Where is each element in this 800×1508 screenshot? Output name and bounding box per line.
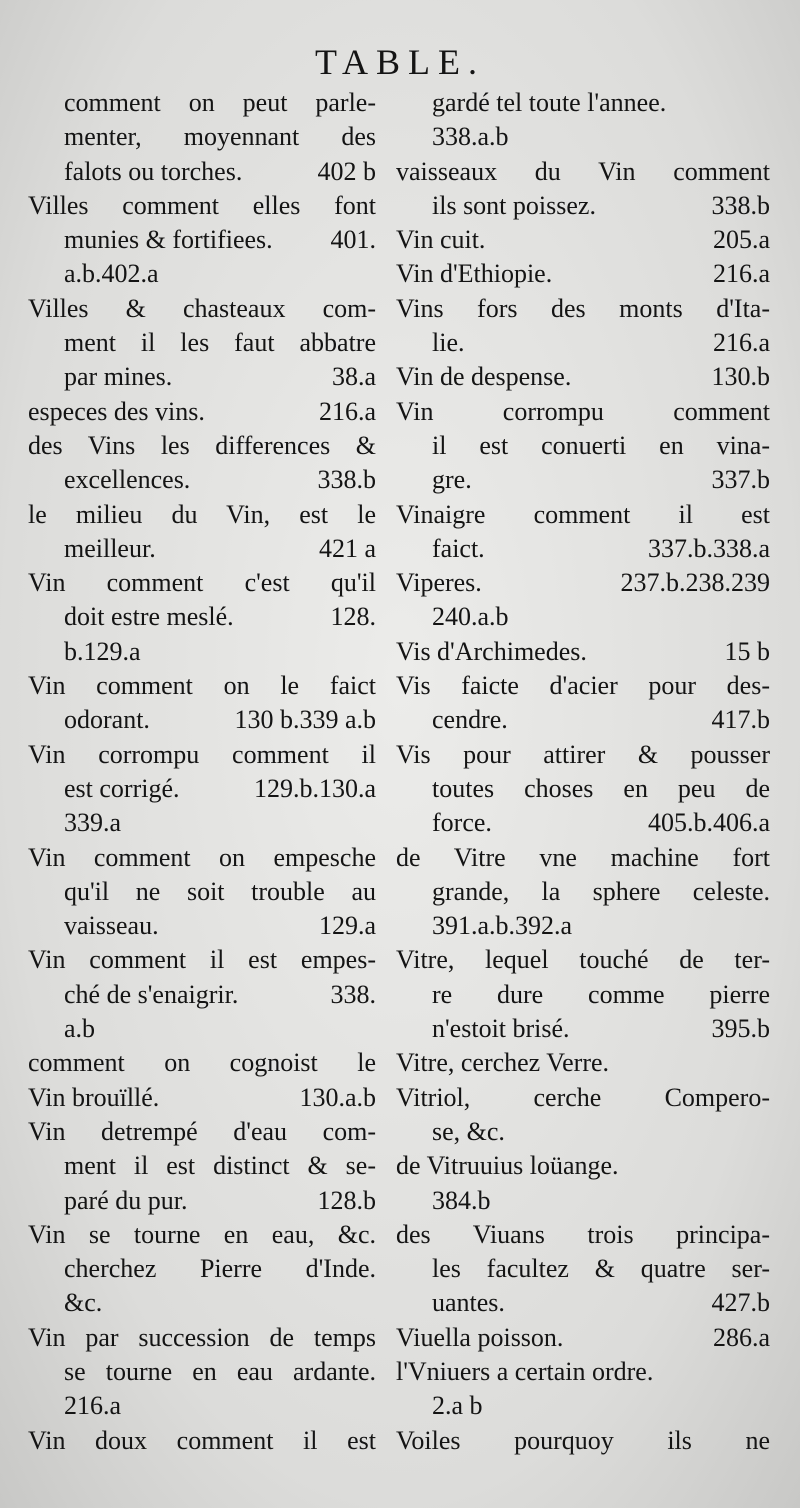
page-reference: 216.a [712,259,770,289]
index-line [28,772,376,806]
index-entry-text: se tourne en eau ardante. [64,1356,376,1386]
index-entry-text: Vitre, lequel touché de ter- [396,945,770,975]
index-entry-text: falots ou torches. [64,156,243,186]
index-line [396,1149,770,1183]
index-entry-text: ils sont poissez. [432,190,596,220]
index-line [396,703,770,737]
index-line [28,1252,376,1286]
index-entry-text: vaisseaux du Vin comment [396,156,770,186]
index-entry-text: Viuella poisson. [396,1322,564,1352]
index-line [28,600,376,634]
index-line [396,566,770,600]
page-reference: 216.a [318,396,376,426]
index-entry-text: meilleur. [64,533,156,563]
index-line [396,463,770,497]
index-line [396,257,770,291]
page-reference: 338.b [711,190,770,220]
index-line [28,223,376,257]
index-line [396,1081,770,1115]
index-entry-text: le milieu du Vin, est le [28,499,376,529]
index-entry-text: n'estoit brisé. [432,1014,570,1044]
index-entry-text: Villes & chasteaux com- [28,293,376,323]
index-entry-text: 338.a.b [432,122,509,152]
index-entry-text: 339.a [64,808,122,838]
index-entry-text: Vin doux comment il est [28,1425,376,1455]
index-line [396,1218,770,1252]
index-entry-text: par mines. [64,362,173,392]
index-entry-text: paré du pur. [64,1185,188,1215]
index-entry-text: grande, la sphere celeste. [432,876,770,906]
index-line [28,738,376,772]
index-line [396,395,770,429]
page-reference: 427.b [711,1288,770,1318]
index-line [28,498,376,532]
index-line [28,463,376,497]
index-entry-text: Vitre, cerchez Verre. [396,1048,610,1078]
index-entry-text: Vitriol, cerche Compero- [396,1082,770,1112]
index-column-left [28,86,376,1458]
index-line [28,86,376,120]
index-line [28,360,376,394]
index-entry-text: cendre. [432,705,508,735]
index-line [396,1389,770,1423]
index-entry-text: 240.a.b [432,602,509,632]
index-entry-text: Vis d'Archimedes. [396,636,587,666]
index-entry-text: vaisseau. [64,911,159,941]
page-reference: 38.a [331,362,376,392]
index-entry-text: Vin de despense. [396,362,572,392]
index-line [28,806,376,840]
page-reference: 15 b [724,636,770,666]
index-entry-text: Vin comment on le faict [28,671,376,701]
index-line [396,841,770,875]
index-line [28,875,376,909]
page-reference: 129.b.130.a [253,773,376,803]
index-line [28,1046,376,1080]
index-line [396,943,770,977]
index-line [396,1046,770,1080]
index-line [396,292,770,326]
index-entry-text: uantes. [432,1288,505,1318]
index-entry-text: l'Vniuers a certain ordre. [396,1356,654,1386]
index-line [28,1286,376,1320]
index-entry-text: Vin comment il est empes- [28,945,376,975]
index-entry-text: cherchez Pierre d'Inde. [64,1254,376,1284]
page-reference: 401. [330,225,376,255]
index-line [396,772,770,806]
index-entry-text: Vin d'Ethiopie. [396,259,553,289]
index-entry-text: Vinaigre comment il est [396,499,770,529]
index-line [28,1424,376,1458]
index-line [396,360,770,394]
index-entry-text: comment on cognoist le [28,1048,376,1078]
index-line [28,120,376,154]
index-line [396,1286,770,1320]
page-reference: 338. [330,979,376,1009]
index-line [396,1252,770,1286]
index-entry-text: Vin comment on empesche [28,842,376,872]
index-line [28,326,376,360]
index-entry-text: les facultez & quatre ser- [432,1254,770,1284]
index-entry-text: Vin comment c'est qu'il [28,568,376,598]
index-line [28,155,376,189]
index-line [396,909,770,943]
index-line [28,1355,376,1389]
page-reference: 417.b [711,705,770,735]
page-reference: 338.b [317,465,376,495]
index-entry-text: Vis faicte d'acier pour des- [396,671,770,701]
index-line [396,635,770,669]
page-reference: 128. [330,602,376,632]
index-line [28,257,376,291]
page-reference: 237.b.238.239 [620,568,770,598]
index-entry-text: Vins fors des monts d'Ita- [396,293,770,323]
index-entry-text: se, &c. [432,1116,505,1146]
index-line [396,806,770,840]
index-entry-text: Vis pour attirer & pousser [396,739,770,769]
index-entry-text: especes des vins. [28,396,205,426]
index-entry-text: toutes choses en peu de [432,773,770,803]
index-line [28,1184,376,1218]
index-entry-text: ment il est distinct & se- [64,1151,376,1181]
index-column-right [396,86,770,1458]
index-entry-text: de Vitre vne machine fort [396,842,770,872]
index-line [28,429,376,463]
index-line [396,875,770,909]
index-line [28,1218,376,1252]
index-line [396,1115,770,1149]
index-line [28,635,376,669]
index-entry-text: faict. [432,533,485,563]
page-reference: 405.b.406.a [647,808,770,838]
index-entry-text: Vin par succession de temps [28,1322,376,1352]
page-reference: 216.a [712,328,770,358]
index-line [28,1321,376,1355]
index-entry-text: 384.b [432,1185,491,1215]
page-reference: 421 a [318,533,376,563]
index-entry-text: Villes comment elles font [28,190,376,220]
index-line [28,669,376,703]
index-entry-text: odorant. [64,705,150,735]
index-entry-text: Vin cuit. [396,225,486,255]
index-line [28,566,376,600]
index-entry-text: munies & fortifiees. [64,225,273,255]
index-entry-text: Voiles pourquoy ils ne [396,1425,770,1455]
index-line [396,1012,770,1046]
index-entry-text: a.b [64,1014,96,1044]
index-entry-text: des Vins les differences & [28,430,376,460]
index-line [396,1321,770,1355]
index-line [28,292,376,326]
index-entry-text: 2.a b [432,1391,483,1421]
index-line [28,943,376,977]
index-entry-text: gre. [432,465,472,495]
page-reference: 128.b [317,1185,376,1215]
index-line [28,1389,376,1423]
index-line [396,532,770,566]
page-reference: 337.b.338.a [647,533,770,563]
index-entry-text: il est conuerti en vina- [432,430,770,460]
page-reference: 402 b [317,156,376,186]
index-line [28,703,376,737]
index-entry-text: Viperes. [396,568,482,598]
index-entry-text: ché de s'enaigrir. [64,979,239,1009]
index-entry-text: de Vitruuius loüange. [396,1151,619,1181]
index-entry-text: excellences. [64,465,191,495]
page-reference: 286.a [712,1322,770,1352]
index-line [396,189,770,223]
index-line [396,223,770,257]
index-entry-text: &c. [64,1288,103,1318]
index-entry-text: Vin brouïllé. [28,1082,160,1112]
index-entry-text: ment il les faut abbatre [64,328,376,358]
index-line [28,978,376,1012]
index-line [28,841,376,875]
index-entry-text: Vin se tourne en eau, &c. [28,1219,376,1249]
index-entry-text: Vin corrompu comment [396,396,770,426]
page-title: TABLE. [314,42,486,82]
index-entry-text: menter, moyennant des [64,122,376,152]
page-reference: 395.b [711,1014,770,1044]
index-entry-text: b.129.a [64,636,141,666]
index-line [28,1012,376,1046]
index-line [28,909,376,943]
index-entry-text: comment on peut parle- [64,88,376,117]
index-line [396,1355,770,1389]
index-line [28,1149,376,1183]
index-entry-text: Vin corrompu comment il [28,739,376,769]
index-entry-text: a.b.402.a [64,259,159,289]
index-entry-text: lie. [432,328,465,358]
index-line [28,532,376,566]
index-entry-text: des Viuans trois principa- [396,1219,770,1249]
page-reference: 130.b [711,362,770,392]
index-entry-text: gardé tel toute l'annee. [432,88,667,117]
index-line [396,326,770,360]
index-line [28,1081,376,1115]
index-line [396,738,770,772]
index-entry-text: re dure comme pierre [432,979,770,1009]
index-line [396,1184,770,1218]
index-line [396,600,770,634]
page-reference: 337.b [711,465,770,495]
index-line [396,120,770,154]
index-line [396,978,770,1012]
index-line [396,498,770,532]
index-entry-text: est corrigé. [64,773,180,803]
index-entry-text: 216.a [64,1391,122,1421]
index-line [28,1115,376,1149]
index-entry-text: 391.a.b.392.a [432,911,573,941]
index-line [396,155,770,189]
index-entry-text: qu'il ne soit trouble au [64,876,376,906]
index-line [396,86,770,120]
page-reference: 129.a [318,911,376,941]
index-line [396,669,770,703]
index-line [28,395,376,429]
index-entry-text: force. [432,808,492,838]
index-entry-text: doit estre meslé. [64,602,234,632]
page-reference: 130 b.339 a.b [234,705,376,735]
index-line [396,1424,770,1458]
index-entry-text: Vin detrempé d'eau com- [28,1116,376,1146]
page-reference: 130.a.b [299,1082,376,1112]
index-line [396,429,770,463]
index-line [28,189,376,223]
page-reference: 205.a [712,225,770,255]
